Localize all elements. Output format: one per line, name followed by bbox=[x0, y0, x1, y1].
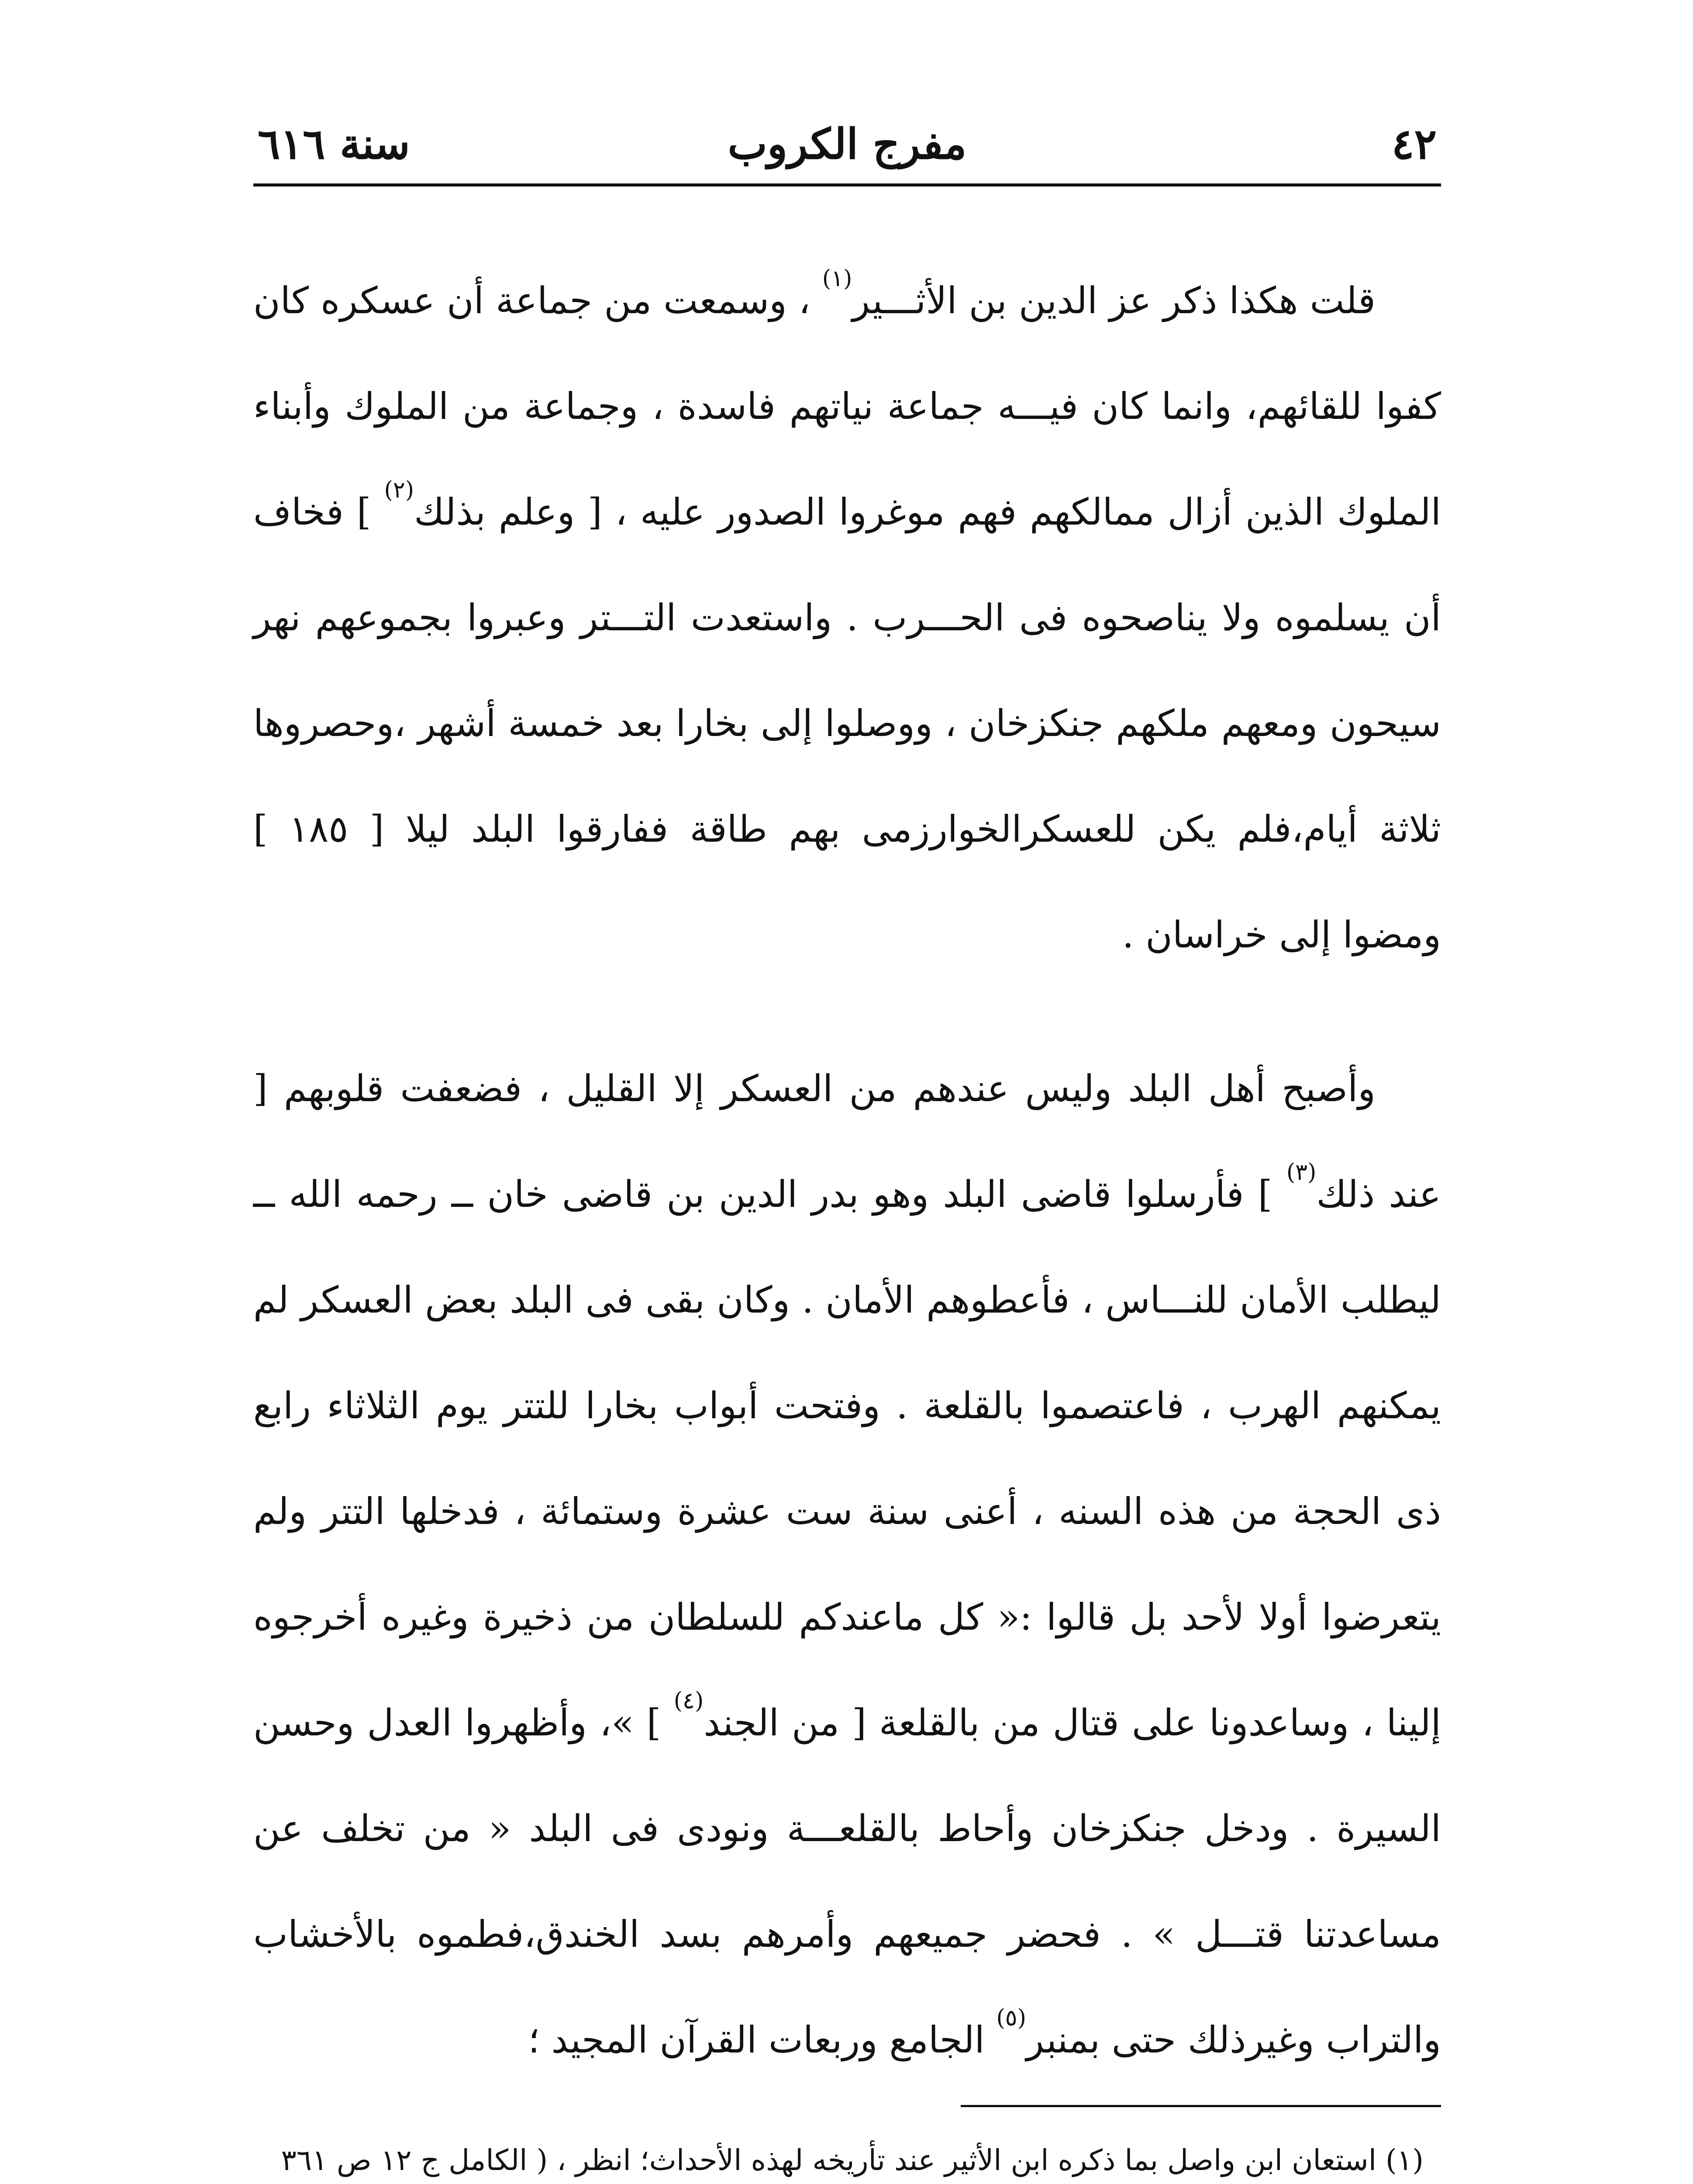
text-segment: الجامع وربعات القرآن المجيد ؛ bbox=[528, 2018, 996, 2061]
footnote-marker: (٢) bbox=[384, 477, 414, 503]
text-segment: ] فخاف أن يسلموه ولا يناصحوه فى الحـــرب . واستعدت التـــتر وعبروا بجموعهم نهر سيحون ومعهم ملكهم جنكزخان ، ووصلوا إلى بخارا بعد خمسة أشهر ،وحصروها ثلاثة أيام،فلم يكن للعسكرالخوارزمى بهم طاقة ففارقوا البلد ليلا [ ١٨٥ ] ومضوا إلى خراسان . bbox=[253, 491, 1441, 956]
footnote: (١) استعان ابن واصل بما ذكره ابن الأثير عند تأريخه لهذه الأحداث؛ انظر ، ( الكامل ج ١٢ ص ٣٦١ bbox=[281, 2143, 1424, 2177]
footnote-marker: (٥) bbox=[996, 2005, 1027, 2031]
book-title: مفرج الكروب bbox=[728, 119, 967, 169]
paragraph bbox=[253, 1036, 1441, 2093]
paragraph bbox=[253, 248, 1441, 988]
footnote-marker: (٣) bbox=[1286, 1159, 1317, 1185]
book-page bbox=[253, 109, 1441, 2184]
footnote-divider bbox=[961, 2105, 1441, 2107]
footnote-marker: (١) bbox=[822, 266, 852, 292]
page-header bbox=[253, 109, 1441, 187]
footnote-marker: (٤) bbox=[673, 1688, 704, 1714]
main-text bbox=[253, 248, 1441, 2093]
footnotes bbox=[253, 2133, 1441, 2184]
text-segment: ، وسمعت من جماعة أن عسكره كان كفوا للقائهم، وانما كان فيـــه جماعة نياتهم فاسدة ، وجماعة من الملوك وأبناء الملوك الذين أزال ممالكهم فهم موغروا الصدور عليه ، [ وعلم بذلك bbox=[253, 279, 1441, 533]
text-segment: ] فأرسلوا قاضى البلد وهو بدر الدين بن قاضى خان ــ رحمه الله ــ ليطلب الأمان للنـــاس ، فأعطوهم الأمان . وكان بقى فى البلد بعض العسكر لم يمكنهم الهرب ، فاعتصموا بالقلعة . وفتحت أبواب بخارا للتتر يوم الثلاثاء رابع ذى الحجة من هذه السنه ، أعنى سنة ست عشرة وستمائة ، فدخلها التتر ولم يتعرضوا أولا لأحد بل قالوا :« كل ماعندكم للسلطان من ذخيرة وغيره أخرجوه إلينا ، وساعدونا على قتال من بالقلعة [ من الجند bbox=[253, 1173, 1441, 1744]
year-label: سنة ٦١٦ bbox=[258, 119, 410, 169]
text-segment: ] »، وأظهروا العدل وحسن السيرة . ودخل جنكزخان وأحاط بالقلعـــة ونودى فى البلد « من تخلف عن مساعدتنا قتـــل » . فحضر جميعهم وأمرهم بسد الخندق،فطموه بالأخشاب والتراب وغيرذلك حتى بمنبر bbox=[253, 1701, 1441, 2061]
text-segment: وأصبح أهل البلد وليس عندهم من العسكر إلا القليل ، فضعفت قلوبهم [ عند ذلك bbox=[253, 1067, 1441, 1216]
page-number: ٤٢ bbox=[1391, 119, 1437, 169]
text-segment: قلت هكذا ذكر عز الدين بن الأثـــير bbox=[852, 279, 1376, 322]
